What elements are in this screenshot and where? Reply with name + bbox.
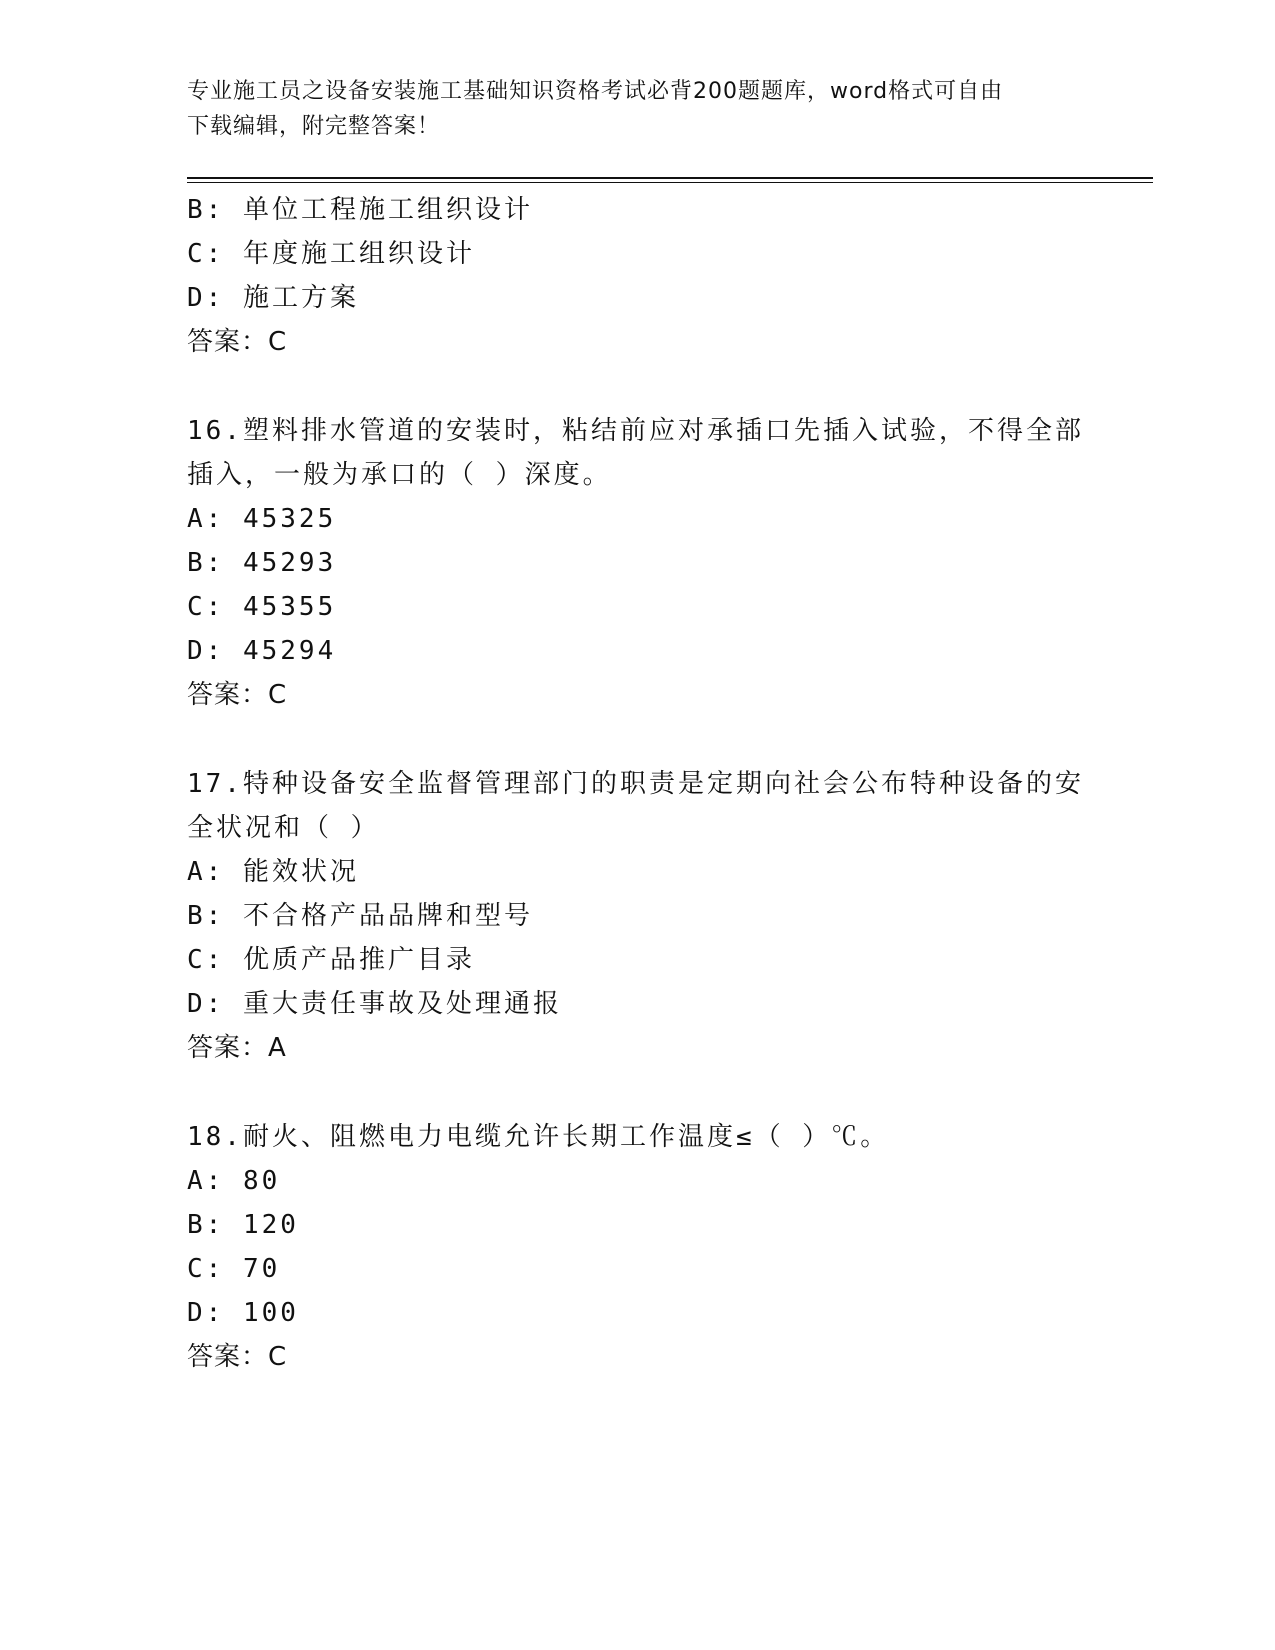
q18-option-d: D: 100 xyxy=(187,1298,299,1328)
q15-answer: 答案：C xyxy=(187,327,288,357)
header-line-2: 下载编辑，附完整答案！ xyxy=(187,114,441,139)
q17-answer: 答案：A xyxy=(187,1033,287,1063)
header-rule-thin xyxy=(187,182,1153,183)
q15-option-b: B: 单位工程施工组织设计 xyxy=(187,195,533,225)
q16-option-a: A: 45325 xyxy=(187,504,337,534)
page-header xyxy=(187,74,1087,144)
q16-option-c: C: 45355 xyxy=(187,592,337,622)
header-line-1: 专业施工员之设备安装施工基础知识资格考试必背200题题库，word格式可自由 xyxy=(187,79,1004,104)
q17-option-d: D: 重大责任事故及处理通报 xyxy=(187,989,562,1019)
q15-option-c: C: 年度施工组织设计 xyxy=(187,239,475,269)
q17-option-a: A: 能效状况 xyxy=(187,857,359,887)
q17-option-c: C: 优质产品推广目录 xyxy=(187,945,475,975)
q18-stem-line-1: 18.耐火、阻燃电力电缆允许长期工作温度≤（ ）℃。 xyxy=(187,1122,890,1152)
header-rule-thick xyxy=(187,177,1153,179)
q18-answer: 答案：C xyxy=(187,1342,288,1372)
q16-stem-line-2: 插入，一般为承口的（ ）深度。 xyxy=(187,460,612,490)
q15-option-d: D: 施工方案 xyxy=(187,283,359,313)
q17-stem-line-1: 17.特种设备安全监督管理部门的职责是定期向社会公布特种设备的安 xyxy=(187,769,1084,799)
q16-stem-line-1: 16.塑料排水管道的安装时，粘结前应对承插口先插入试验，不得全部 xyxy=(187,416,1084,446)
q17-stem-line-2: 全状况和（ ） xyxy=(187,813,380,843)
q18-option-c: C: 70 xyxy=(187,1254,281,1284)
q16-option-b: B: 45293 xyxy=(187,548,337,578)
q16-answer: 答案：C xyxy=(187,680,288,710)
q17-option-b: B: 不合格产品品牌和型号 xyxy=(187,901,533,931)
q18-option-b: B: 120 xyxy=(187,1210,299,1240)
q18-option-a: A: 80 xyxy=(187,1166,281,1196)
q16-option-d: D: 45294 xyxy=(187,636,337,666)
